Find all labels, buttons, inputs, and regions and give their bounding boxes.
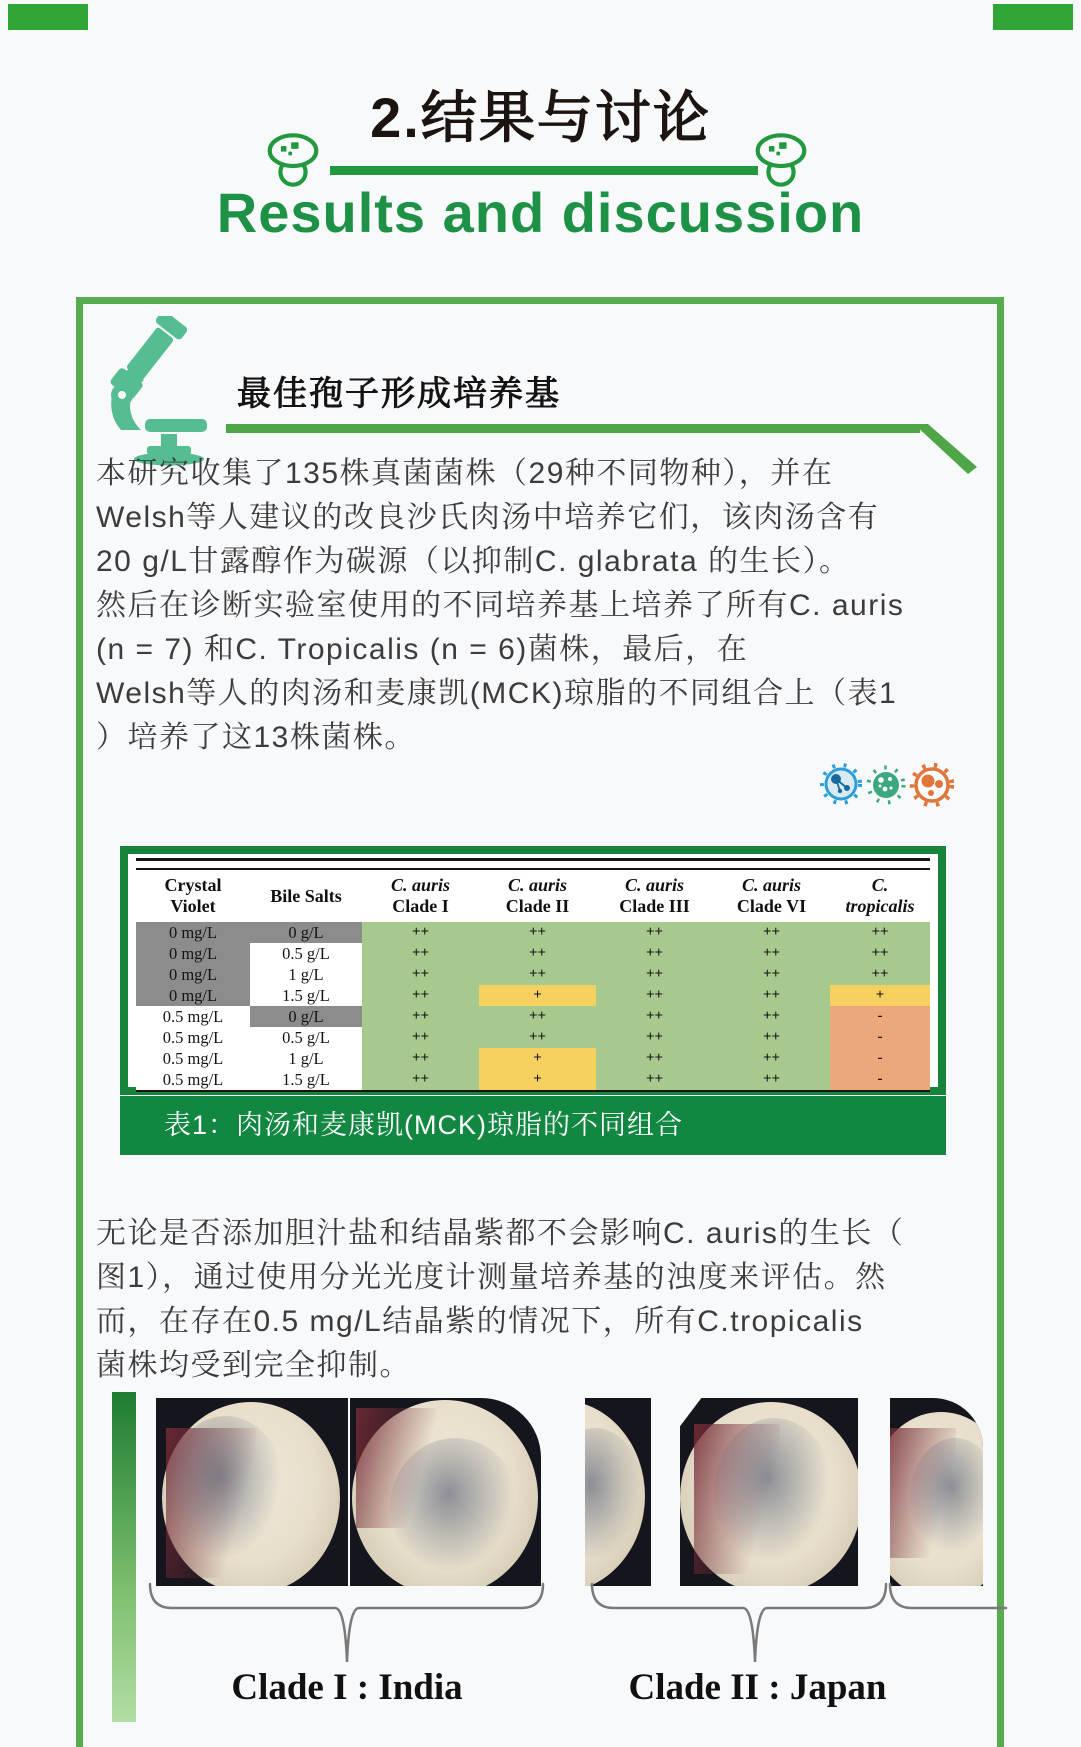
table-cell: ++ <box>479 1027 596 1048</box>
table-cell: ++ <box>713 1006 830 1027</box>
table-cell: ++ <box>362 1069 479 1090</box>
petri-photo-clade1-a <box>156 1398 348 1586</box>
paragraph-study <box>96 452 1011 760</box>
table-cell: ++ <box>596 1006 713 1027</box>
table-cell: ++ <box>362 964 479 985</box>
table-cell: 1 g/L <box>250 1048 362 1069</box>
page-title: 2.结果与讨论 <box>370 86 711 149</box>
table-cell: ++ <box>713 922 830 943</box>
text-line: 无论是否添加胆汁盐和结晶紫都不会影响C. auris的生长（ <box>96 1217 905 1250</box>
table-cell: 0 g/L <box>250 922 362 943</box>
table-cell: 0.5 mg/L <box>136 1048 250 1069</box>
column-header-clade3: C. auris Clade III <box>619 875 690 916</box>
table-cell: ++ <box>479 964 596 985</box>
table-cell: + <box>479 985 596 1006</box>
microscope-icon <box>97 316 237 466</box>
table-cell: 0.5 g/L <box>250 1027 362 1048</box>
petri-photo-clade1-b <box>350 1398 541 1586</box>
table-cell: - <box>830 1069 930 1090</box>
column-header-clade2: C. auris Clade II <box>505 875 570 916</box>
text-line: 图1），通过使用分光光度计测量培养基的浊度来评估。然 <box>96 1261 887 1294</box>
brace-clade1 <box>150 1584 543 1662</box>
petri-photo-clade2-b <box>680 1398 858 1586</box>
table-cell: ++ <box>362 922 479 943</box>
results-table <box>120 846 946 1095</box>
table-cell: ++ <box>713 1048 830 1069</box>
table-cell: + <box>479 1048 596 1069</box>
table-cell: 0.5 mg/L <box>136 1069 250 1090</box>
table-body <box>136 922 930 1092</box>
table-cell: ++ <box>830 943 930 964</box>
corner-mark-left <box>8 4 88 30</box>
text-line: 本研究收集了135株真菌菌株（29种不同物种），并在 <box>96 457 834 490</box>
text-line: 菌株均受到完全抑制。 <box>96 1349 411 1382</box>
table-cell: + <box>830 985 930 1006</box>
text-line: (n = 7) 和C. Tropicalis (n = 6)菌株，最后，在 <box>96 633 749 666</box>
table-cell: ++ <box>596 922 713 943</box>
text-line: 而，在存在0.5 mg/L结晶紫的情况下，所有C.tropicalis <box>96 1305 864 1338</box>
table-cell: ++ <box>713 943 830 964</box>
table-cell: 0 mg/L <box>136 943 250 964</box>
column-header-clade1: C. auris Clade I <box>390 875 451 916</box>
table-cell: ++ <box>479 922 596 943</box>
virus-blue-icon <box>822 765 860 803</box>
virus-orange-icon <box>912 765 952 805</box>
table-cell: ++ <box>362 1006 479 1027</box>
table-cell: ++ <box>596 1048 713 1069</box>
petri-photo-clade2-c <box>890 1398 983 1586</box>
table-caption: 表1：肉汤和麦康凯(MCK)琼脂的不同组合 <box>120 1096 946 1155</box>
table-cell: ++ <box>830 964 930 985</box>
text-line: 20 g/L甘露醇作为碳源（以抑制C. glabrata 的生长）。 <box>96 545 851 578</box>
column-header-crystal-violet: Crystal Violet <box>164 875 222 916</box>
table-cell: - <box>830 1048 930 1069</box>
clade1-label: Clade I : India <box>231 1667 463 1708</box>
table-cell: ++ <box>362 1048 479 1069</box>
brace-partial <box>890 1584 1006 1608</box>
virus-teal-icon <box>869 768 904 803</box>
table-cell: ++ <box>479 1006 596 1027</box>
table-cell: ++ <box>713 964 830 985</box>
table-cell: 0 mg/L <box>136 985 250 1006</box>
table-cell: ++ <box>596 1027 713 1048</box>
table-cell: - <box>830 1006 930 1027</box>
table-top-rule <box>136 858 930 870</box>
text-line: 然后在诊断实验室使用的不同培养基上培养了所有C. auris <box>96 589 905 622</box>
table-cell: 0.5 g/L <box>250 943 362 964</box>
page-title-english: Results and discussion <box>216 181 865 244</box>
column-header-clade6: C. auris Clade VI <box>736 875 807 916</box>
figure-accent-bar <box>112 1392 136 1722</box>
text-line: ）培养了这13株菌株。 <box>96 721 416 754</box>
column-header-tropicalis: C. tropicalis <box>845 875 915 916</box>
text-line: Welsh等人建议的改良沙氏肉汤中培养它们，该肉汤含有 <box>96 501 880 534</box>
column-header-bile-salts: Bile Salts <box>270 885 342 906</box>
table-cell: ++ <box>596 943 713 964</box>
paragraph-growth <box>96 1212 1011 1388</box>
table-cell: ++ <box>713 1069 830 1090</box>
table-cell: - <box>830 1027 930 1048</box>
clade2-label: Clade II : Japan <box>628 1667 887 1708</box>
text-line: Welsh等人的肉汤和麦康凯(MCK)琼脂的不同组合上（表1 <box>96 677 898 710</box>
table-cell: 1.5 g/L <box>250 1069 362 1090</box>
table-cell: 1.5 g/L <box>250 985 362 1006</box>
table-cell: 0.5 mg/L <box>136 1027 250 1048</box>
table-cell: ++ <box>596 1069 713 1090</box>
table-cell: ++ <box>479 943 596 964</box>
table-cell: ++ <box>362 1027 479 1048</box>
table-cell: 0 mg/L <box>136 922 250 943</box>
table-cell: 0.5 mg/L <box>136 1006 250 1027</box>
table-cell: ++ <box>713 1027 830 1048</box>
table-cell: 0 mg/L <box>136 964 250 985</box>
table-cell: ++ <box>362 985 479 1006</box>
section-heading: 最佳孢子形成培养基 <box>237 375 561 413</box>
table-cell: ++ <box>596 964 713 985</box>
brace-clade2 <box>592 1584 886 1662</box>
table-cell: ++ <box>830 922 930 943</box>
table-cell: ++ <box>596 985 713 1006</box>
table-cell: 1 g/L <box>250 964 362 985</box>
petri-photo-clade2-a <box>585 1398 651 1586</box>
corner-mark-right <box>993 4 1073 30</box>
title-underline <box>330 166 758 175</box>
table-cell: 0 g/L <box>250 1006 362 1027</box>
table-cell: ++ <box>362 943 479 964</box>
table-cell: + <box>479 1069 596 1090</box>
table-cell: ++ <box>713 985 830 1006</box>
table-header-row <box>136 870 930 922</box>
virus-icons-group <box>820 758 954 812</box>
